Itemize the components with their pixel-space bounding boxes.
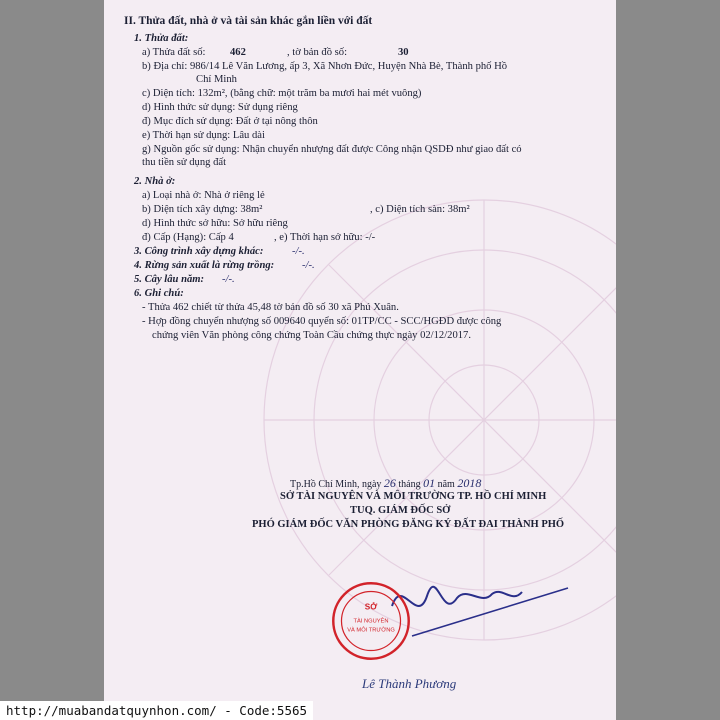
section-title: II. Thửa đất, nhà ở và tài sản khác gắn liền với đất — [124, 15, 373, 27]
floor-area: , c) Diện tích sàn: 38m² — [370, 204, 470, 215]
land-use-form: d) Hình thức sử dụng: Sử dụng riêng — [142, 102, 298, 113]
land-origin-line2: thu tiền sử dụng đất — [142, 157, 227, 168]
land-origin-line1: g) Nguồn gốc sử dụng: Nhận chuyển nhượng đất được Công nhận QSDĐ như giao đất có — [142, 144, 522, 155]
date-line — [290, 476, 481, 491]
building-area: b) Diện tích xây dựng: 38m² — [142, 204, 263, 215]
address-line1: b) Địa chỉ: 986/14 Lê Văn Lương, ấp 3, Xã Nhơn Đức, Huyện Nhà Bè, Thành phố Hồ — [142, 61, 508, 72]
land-area: c) Diện tích: 132m², (bằng chữ: một trăm ba mươi hai mét vuông) — [142, 88, 422, 99]
perennial-value: -/-. — [222, 274, 235, 285]
signer-role: PHÓ GIÁM ĐỐC VĂN PHÒNG ĐĂNG KÝ ĐẤT ĐAI THÀNH PHỐ — [252, 519, 565, 530]
forest-label: 4. Rừng sản xuất là rừng trồng: — [134, 260, 275, 271]
authorization: TUQ. GIÁM ĐỐC SỞ — [350, 505, 451, 516]
land-use-term: e) Thời hạn sử dụng: Lâu dài — [142, 130, 265, 141]
land-use-purpose: đ) Mục đích sử dụng: Đất ở tại nông thôn — [142, 116, 318, 127]
certificate-page — [104, 0, 616, 720]
perennial-label: 5. Cây lâu năm: — [134, 274, 205, 285]
svg-text:SỞ: SỞ — [364, 602, 378, 612]
svg-text:TÀI NGUYÊN: TÀI NGUYÊN — [353, 618, 389, 625]
ownership-term: , e) Thời hạn sở hữu: -/- — [274, 232, 376, 243]
address-line2: Chí Minh — [196, 74, 237, 85]
official-seal — [330, 580, 412, 662]
house-heading: 2. Nhà ở: — [134, 176, 176, 187]
map-sheet-number: 30 — [398, 47, 409, 58]
other-works-value: -/-. — [292, 246, 305, 257]
signer-name: Lê Thành Phương — [362, 676, 457, 691]
parcel-number-label: a) Thửa đất số: — [142, 47, 206, 58]
date-year: 2018 — [457, 476, 482, 490]
date-month-label: tháng — [398, 479, 421, 490]
date-prefix: Tp.Hồ Chí Minh, ngày — [290, 479, 382, 490]
date-month: 01 — [423, 476, 436, 490]
ownership-form: d) Hình thức sở hữu: Sở hữu riêng — [142, 218, 288, 229]
note-2-line1: - Hợp đồng chuyển nhượng số 009640 quyển số: 01TP/CC - SCC/HGĐD được công — [142, 316, 502, 327]
notes-heading: 6. Ghi chú: — [134, 288, 184, 299]
date-day: 26 — [383, 476, 396, 490]
map-sheet-label: , tờ bản đồ số: — [287, 47, 348, 58]
source-footer: http://muabandatquynhon.com/ - Code:5565 — [0, 701, 313, 720]
issuing-org: SỞ TÀI NGUYÊN VÀ MÔI TRƯỜNG TP. HỒ CHÍ MINH — [280, 491, 547, 502]
note-1: - Thửa 462 chiết từ thửa 45,48 tờ bản đồ số 30 xã Phú Xuân. — [142, 302, 399, 313]
house-grade: đ) Cấp (Hạng): Cấp 4 — [142, 232, 234, 243]
date-year-label: năm — [437, 479, 455, 490]
other-works-label: 3. Công trình xây dựng khác: — [134, 246, 264, 257]
land-heading: 1. Thửa đất: — [134, 33, 189, 44]
house-type: a) Loại nhà ở: Nhà ở riêng lẻ — [142, 190, 265, 201]
parcel-number: 462 — [230, 47, 246, 58]
svg-text:VÀ MÔI TRƯỜNG: VÀ MÔI TRƯỜNG — [347, 627, 395, 634]
forest-value: -/-. — [302, 260, 315, 271]
note-2-line2: chứng viên Văn phòng công chứng Toàn Cầu chứng thực ngày 02/12/2017. — [152, 330, 471, 341]
